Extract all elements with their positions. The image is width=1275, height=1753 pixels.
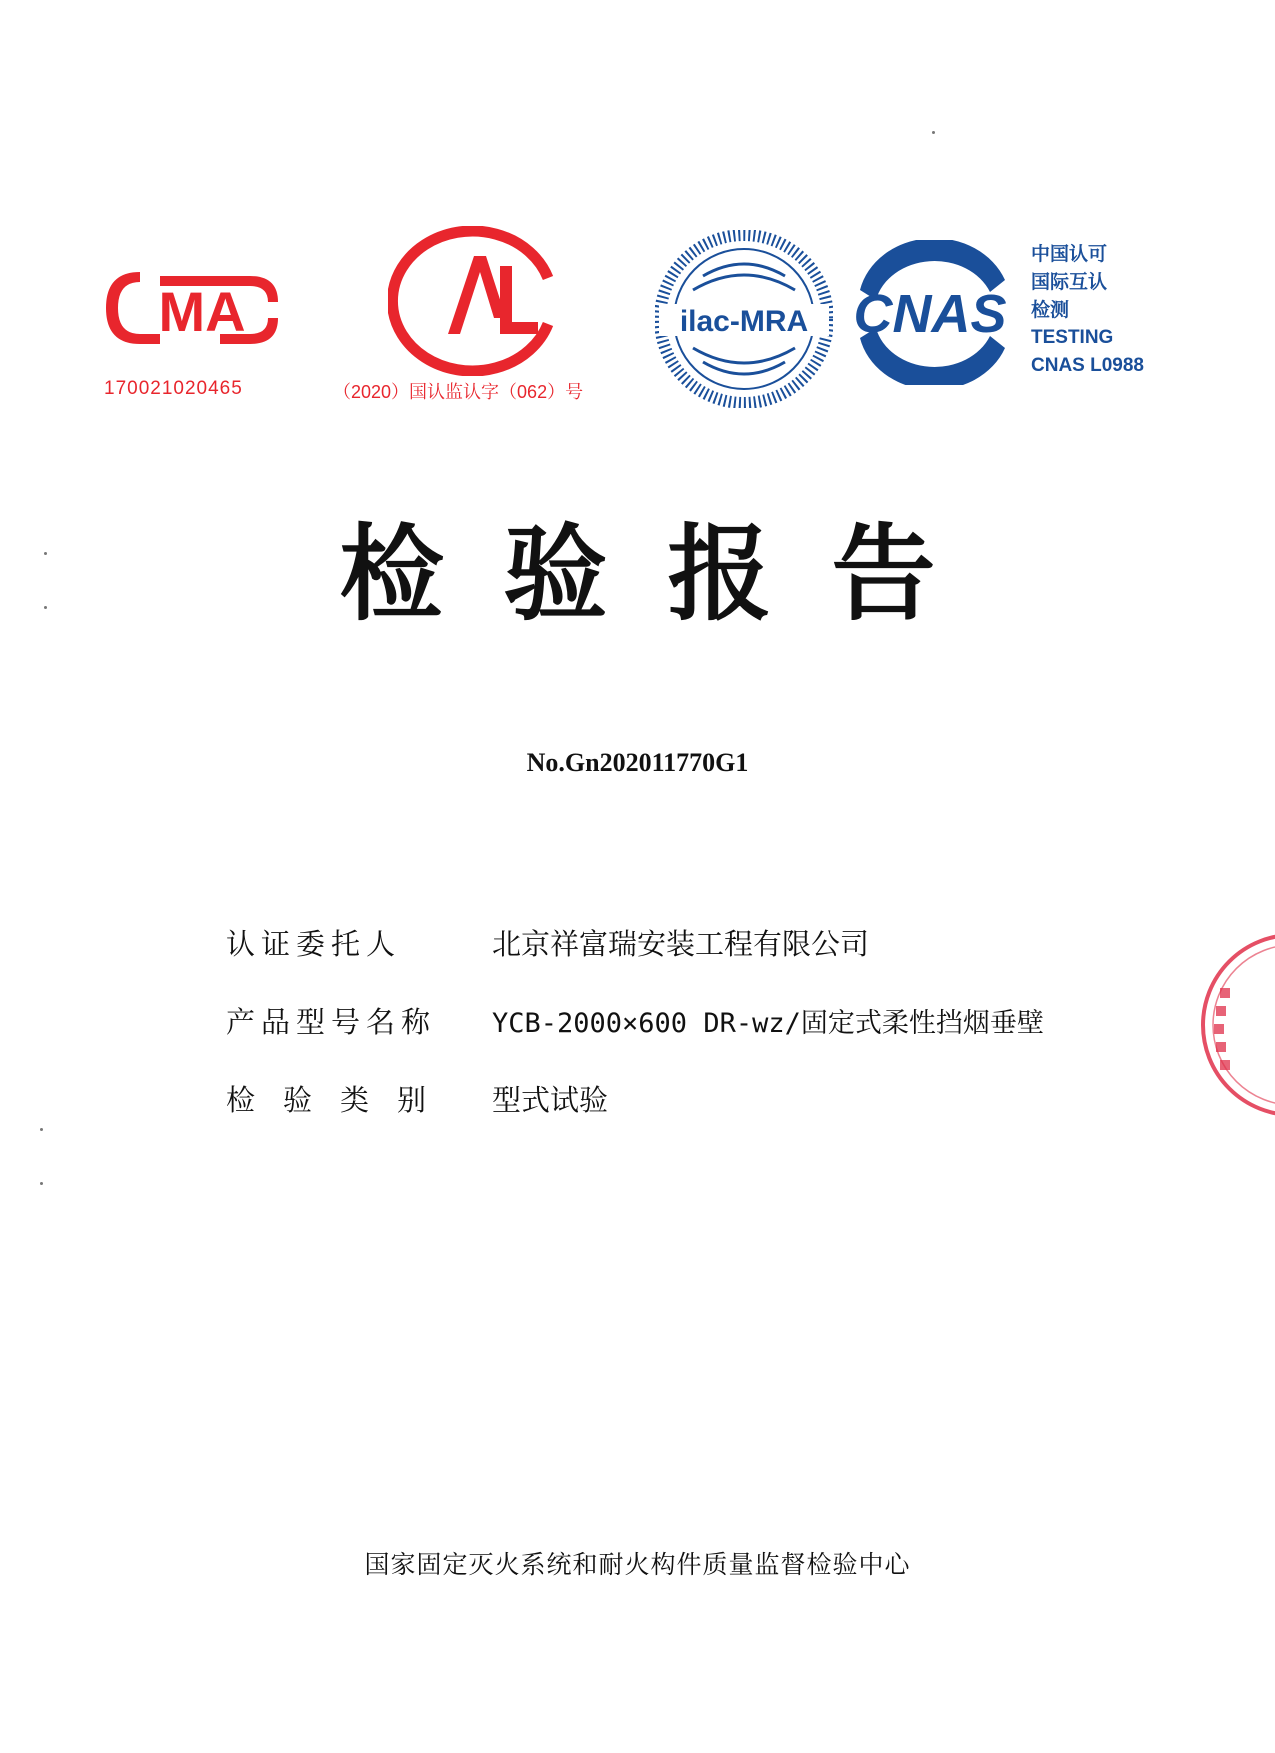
info-label: 认证委托人 [226,927,402,961]
info-row-product [226,1000,1044,1041]
svg-text:MA: MA [158,280,246,343]
info-value: 北京祥富瑞安装工程有限公司 [492,927,870,961]
scan-mark [40,1182,43,1185]
scan-mark [44,552,47,555]
info-label: 检验类别 [226,1083,455,1117]
document-title: 检验报告 [339,513,996,635]
cnas-line: 检测 [1031,299,1070,321]
scan-mark [932,131,935,134]
ilac-mra-logo [655,230,833,408]
report-number: No.Gn202011770G1 [526,748,749,777]
cnas-line: 国际互认 [1031,271,1108,293]
info-row-client [226,922,869,963]
official-seal [1198,930,1275,1120]
seal-stamp-icon [1198,930,1275,1120]
cma-code: 170021020465 [104,378,243,399]
cnas-line: TESTING [1031,327,1114,348]
ilac-globe-icon [655,230,833,408]
cma-logo [100,262,285,372]
cnas-mark-icon [840,240,1020,385]
svg-text:CNAS: CNAS [853,284,1007,344]
cnas-logo [840,240,1020,385]
cnas-line: CNAS L0988 [1031,355,1144,376]
cma-mark-icon [100,262,285,372]
cnas-line: 中国认可 [1031,243,1108,265]
info-value: YCB-2000×600 DR-wz/固定式柔性挡烟垂壁 [492,1008,1044,1039]
scan-mark [40,1128,43,1131]
info-row-test-type [226,1078,608,1119]
issuing-organization: 国家固定灭火系统和耐火构件质量监督检验中心 [364,1550,911,1579]
cal-logo [388,226,560,376]
svg-text:ilac-MRA: ilac-MRA [679,305,809,338]
info-label: 产品型号名称 [226,1005,437,1039]
cal-caption: （2020）国认监认字（062）号 [333,382,584,402]
scan-mark [44,606,47,609]
cal-mark-icon [388,226,560,376]
cnas-side-text [1031,240,1144,380]
info-value: 型式试验 [492,1083,609,1117]
